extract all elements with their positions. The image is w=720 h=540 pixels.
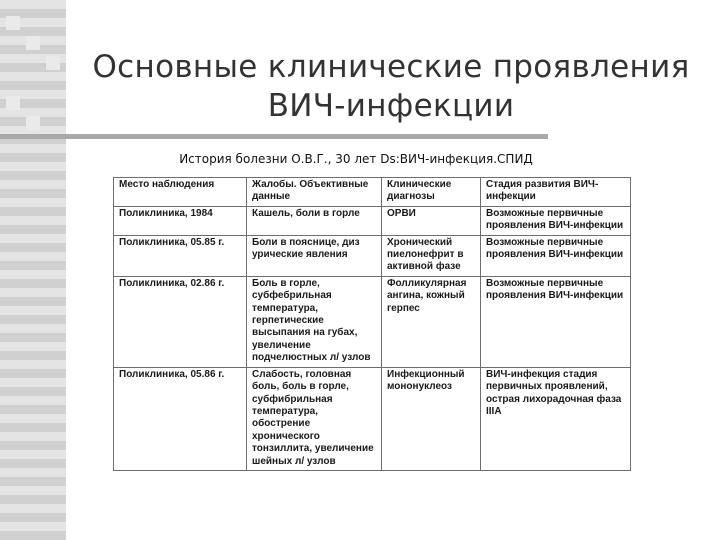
cell-stage: ВИЧ-инфекция стадия первичных проявлений, острая лихорадочная фаза IIIА — [481, 367, 631, 470]
header-complaints: Жалобы. Объективные данные — [247, 178, 382, 207]
cell-complaints: Слабость, головная боль, боль в горле, субфибрильная температура, обострение хронического тонзиллита, увеличение шейных л/ узлов — [247, 367, 382, 470]
cell-complaints: Боль в горле, субфебрильная температура, герпетические высыпания на губах, увеличение подчелюстных л/ узлов — [247, 276, 382, 367]
cell-stage: Возможные первичные проявления ВИЧ-инфекции — [481, 206, 631, 235]
cell-diagnosis: Инфекционный мононуклеоз — [382, 367, 481, 470]
cell-diagnosis: Фолликулярная ангина, кожный герпес — [382, 276, 481, 367]
cell-complaints: Боли в пояснице, диз урические явления — [247, 235, 382, 276]
slide-title — [76, 48, 706, 126]
cell-diagnosis: Хронический пиелонефрит в активной фазе — [382, 235, 481, 276]
cell-stage: Возможные первичные проявления ВИЧ-инфекции — [481, 276, 631, 367]
table-row — [114, 206, 631, 235]
decorative-square — [6, 96, 20, 110]
table-row — [114, 367, 631, 470]
table-header-row — [114, 178, 631, 207]
decorative-square — [26, 116, 40, 130]
header-location: Место наблюдения — [114, 178, 247, 207]
cell-complaints: Кашель, боли в горле — [247, 206, 382, 235]
table-row — [114, 276, 631, 367]
cell-location: Поликлиника, 1984 — [114, 206, 247, 235]
decorative-square — [6, 16, 20, 30]
title-divider — [0, 134, 548, 139]
cell-location: Поликлиника, 05.86 г. — [114, 367, 247, 470]
decorative-square — [26, 36, 40, 50]
decorative-square — [46, 56, 60, 70]
case-history-table — [113, 177, 631, 471]
cell-diagnosis: ОРВИ — [382, 206, 481, 235]
header-stage: Стадия развития ВИЧ-инфекции — [481, 178, 631, 207]
slide-title-line1: Основные клинические проявления — [92, 49, 690, 85]
slide-title-line2: ВИЧ-инфекции — [267, 88, 515, 124]
table-row — [114, 235, 631, 276]
decorative-left-bar — [0, 0, 66, 540]
case-history-subtitle: История болезни О.В.Г., 30 лет Ds:ВИЧ-инфекция.СПИД — [179, 152, 533, 166]
header-diagnoses: Клинические диагнозы — [382, 178, 481, 207]
cell-location: Поликлиника, 02.86 г. — [114, 276, 247, 367]
cell-location: Поликлиника, 05.85 г. — [114, 235, 247, 276]
cell-stage: Возможные первичные проявления ВИЧ-инфекции — [481, 235, 631, 276]
